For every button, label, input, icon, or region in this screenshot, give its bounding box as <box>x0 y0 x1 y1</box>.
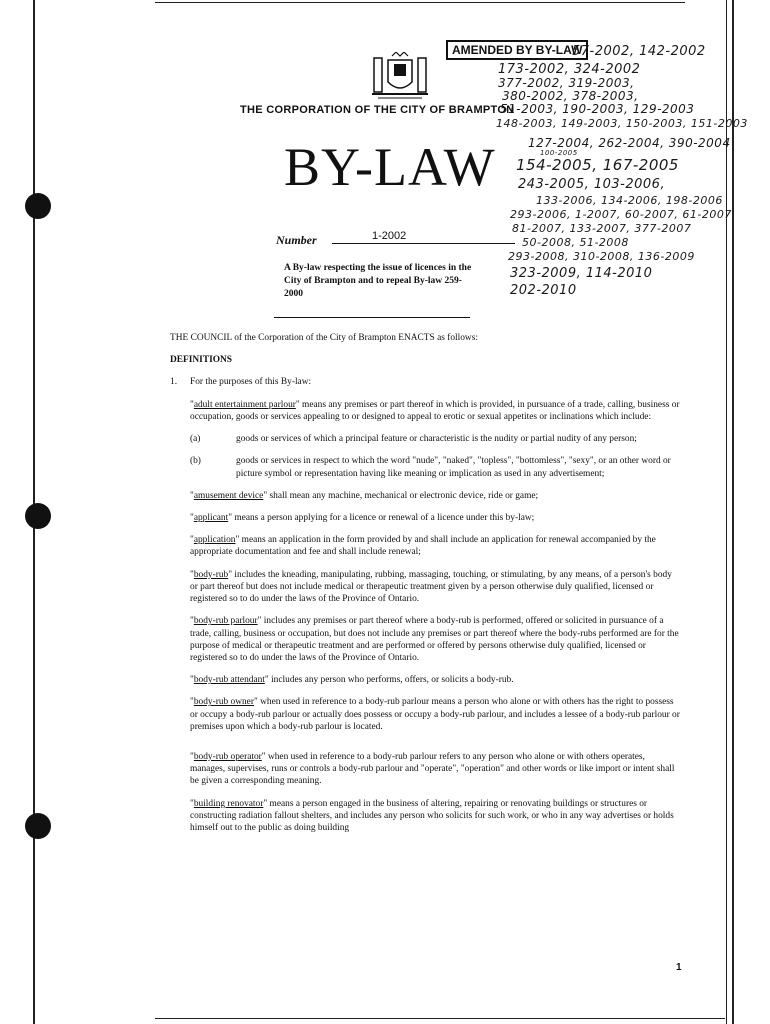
definition-term: applicant <box>193 512 229 523</box>
definition-text: when used in reference to a body-rub parlour refers to any person who alone or with others operates, manages, supervises, runs or controls a body-rub parlour and "operate", "operation" and other words or like import or intent shall be given a corresponding meaning. <box>190 752 675 787</box>
amendment-line: 377-2002, 319-2003, <box>498 76 635 90</box>
subclause-a <box>190 433 682 445</box>
subclause-text: goods or services in respect to which the word "nude", "naked", "topless", "bottomless", "sexy", or an other word or picture symbol or representation having like meaning or implication as used in any advertisement; <box>236 456 671 479</box>
definition-application: "application" means an application in the form provided by and shall include an application for renewal accompanied by the appropriate documentation and fee and shall include renewal; <box>190 535 656 558</box>
amendment-line: 51-2003, 190-2003, 129-2003 <box>500 102 695 116</box>
definition-body-rub: "body-rub" includes the kneading, manipulating, rubbing, massaging, touching, or stimulating, by any means, of a person's body or part thereof but does not include medical or therapeutic treatment given by a person otherwise duly qualified, licensed or registered so to do under the laws of the Province of Ontario. <box>190 569 672 605</box>
definition-term: amusement device <box>193 490 264 501</box>
amendment-line: 50-2008, 51-2008 <box>522 236 629 249</box>
city-crest-icon <box>368 52 432 100</box>
definition-term: building renovator <box>193 798 264 809</box>
amendment-line: 293-2006, 1-2007, 60-2007, 61-2007 <box>510 208 732 221</box>
amended-stamp <box>446 40 588 60</box>
section-text: For the purposes of this By-law: <box>190 377 312 388</box>
definition-term: body-rub <box>193 569 229 580</box>
amendment-line: 243-2005, 103-2006, <box>518 177 666 192</box>
subclause-label: (a) <box>190 434 201 445</box>
definition-body-rub-attendant: "body-rub attendant" includes any person who performs, offers, or solicits a body-rub. <box>190 675 514 686</box>
bylaw-number: 1-2002 <box>372 230 407 242</box>
description-separator <box>274 317 470 318</box>
amendment-line: 173-2002, 324-2002 <box>498 62 641 77</box>
number-label: Number <box>276 233 317 247</box>
definition-text: means an application in the form provided by and shall include an application for renewal accompanied by the appropriate documentation and fee and shall include renewal; <box>190 535 656 558</box>
definition-text: means a person engaged in the business of altering, repairing or renovating buildings or structures or constructing radiation fallout shelters, and includes any person who solicits for such work, or who in any way advertises or holds himself out to the public as doing building <box>190 798 674 834</box>
amendment-line: 133-2006, 134-2006, 198-2006 <box>536 194 723 207</box>
amendment-line: 202-2010 <box>510 283 577 298</box>
definition-text: means any premises or part thereof in which is provided, in pursuance of a trade, calling, business or occupation, goods or services appealing to or designed to appeal to erotic or sexual appetites or inclinations which include: <box>190 399 680 422</box>
definition-text: shall mean any machine, mechanical or electronic device, ride or game; <box>267 490 539 501</box>
amended-stamp-label: AMENDED BY BY-LAW <box>452 43 583 57</box>
right-edge-line-2 <box>732 0 734 1024</box>
enacting-clause: THE COUNCIL of the Corporation of the City of Brampton ENACTS as follows: <box>170 333 478 343</box>
subclause-b <box>190 455 682 479</box>
definition-text: includes any premises or part thereof where a body-rub is performed, offered or solicited in pursuance of a trade, calling, business or occupation, but does not include any premises or part thereof where the body-rubs performed are for the purpose of medical or therapeutic treatment and are performed or offered by persons otherwise duly qualified, licensed or registered so to do under the laws of the Province of Ontario. <box>190 616 679 663</box>
definition-term: body-rub parlour <box>193 616 258 627</box>
page-number: 1 <box>676 962 682 973</box>
corporation-name: THE CORPORATION OF THE CITY OF BRAMPTON <box>240 104 515 116</box>
bylaw-description: A By-law respecting the issue of licences in the City of Brampton and to repeal By-law 259-2000 <box>284 263 472 299</box>
definition-body-rub-operator: "body-rub operator" when used in reference to a body-rub parlour refers to any person who alone or with others operates, manages, supervises, runs or controls a body-rub parlour and "operate", "operation" and other words or like import or intent shall be given a corresponding meaning. <box>190 752 675 787</box>
definition-text: when used in reference to a body-rub parlour means a person who alone or with others has the right to possess or occupy a body-rub parlour or actually does possess or occupy a body-rub parlour, and includes a lessee of a body-rub parlour or premises upon which a body-rub parlour is located. <box>190 697 680 732</box>
document-body <box>170 332 682 844</box>
right-edge-line-1 <box>726 0 727 1024</box>
definition-text: means a person applying for a licence or renewal of a licence under this by-law; <box>232 512 535 523</box>
definitions-heading: DEFINITIONS <box>170 355 232 366</box>
definition-term: body-rub operator <box>193 752 262 763</box>
definition-body-rub-parlour: "body-rub parlour" includes any premises or part thereof where a body-rub is performed, offered or solicited in pursuance of a trade, calling, business or occupation, but does not include any premises or part thereof where the body-rubs performed are for the purpose of medical or therapeutic treatment and are performed or offered by persons otherwise duly qualified, licensed or registered so to do under the laws of the Province of Ontario. <box>190 616 679 663</box>
amendment-line: 100-2005 <box>540 149 578 157</box>
top-edge-line <box>155 2 685 3</box>
punch-hole-top <box>25 193 51 219</box>
punch-hole-middle <box>25 503 51 529</box>
definition-term: application <box>193 535 236 546</box>
amendment-line: 323-2009, 114-2010 <box>510 266 653 281</box>
definition-applicant: "applicant" means a person applying for a licence or renewal of a licence under this by-law; <box>190 512 535 523</box>
definition-text: includes any person who performs, offers, or solicits a body-rub. <box>268 675 514 686</box>
amendment-line: 380-2002, 378-2003, <box>502 89 639 103</box>
bottom-edge-line <box>155 1018 725 1019</box>
amendment-line: 57-2002, 142-2002 <box>572 44 706 59</box>
number-underline <box>332 243 515 244</box>
definition-term: body-rub owner <box>193 697 254 708</box>
definition-text: includes the kneading, manipulating, rubbing, massaging, touching, or stimulating, by any means, of a person's body or part thereof but does not include medical or therapeutic treatment given by a person otherwise duly qualified, licensed or registered so to do under the laws of the Province of Ontario. <box>190 569 672 605</box>
amendment-line: 148-2003, 149-2003, 150-2003, 151-2003 <box>496 117 748 130</box>
amendment-line: 127-2004, 262-2004, 390-2004 <box>528 136 731 150</box>
definition-body-rub-owner: "body-rub owner" when used in reference to a body-rub parlour means a person who alone or with others has the right to possess or occupy a body-rub parlour or actually does possess or occupy a body-rub parlour, and includes a lessee of a body-rub parlour or premises upon which a body-rub parlour is located. <box>190 697 680 732</box>
amendment-line: 81-2007, 133-2007, 377-2007 <box>512 222 692 235</box>
definition-amusement-device: "amusement device" shall mean any machine, mechanical or electronic device, ride or game; <box>190 490 539 501</box>
section-number: 1. <box>170 377 178 388</box>
amendment-line: 293-2008, 310-2008, 136-2009 <box>508 250 695 263</box>
amendment-line: 154-2005, 167-2005 <box>516 156 679 174</box>
definition-term: body-rub attendant <box>193 675 265 686</box>
definition-adult-entertainment: "adult entertainment parlour" means any premises or part thereof in which is provided, in pursuance of a trade, calling, business or occupation, goods or services appealing to or designed to appeal to erotic or sexual appetites or inclinations which include: <box>190 399 680 422</box>
definition-building-renovator: "building renovator" means a person engaged in the business of altering, repairing or renovating buildings or structures or constructing radiation fallout shelters, and includes any person who solicits for such work, or who in any way advertises or holds himself out to the public as doing building <box>190 798 674 834</box>
page-title: BY-LAW <box>284 137 496 197</box>
subclause-text: goods or services of which a principal feature or characteristic is the nudity or partial nudity of any person; <box>236 434 637 445</box>
punch-hole-bottom <box>25 813 51 839</box>
definition-term: adult entertainment parlour <box>193 399 296 410</box>
subclause-label: (b) <box>190 456 201 467</box>
section-1 <box>170 376 682 388</box>
